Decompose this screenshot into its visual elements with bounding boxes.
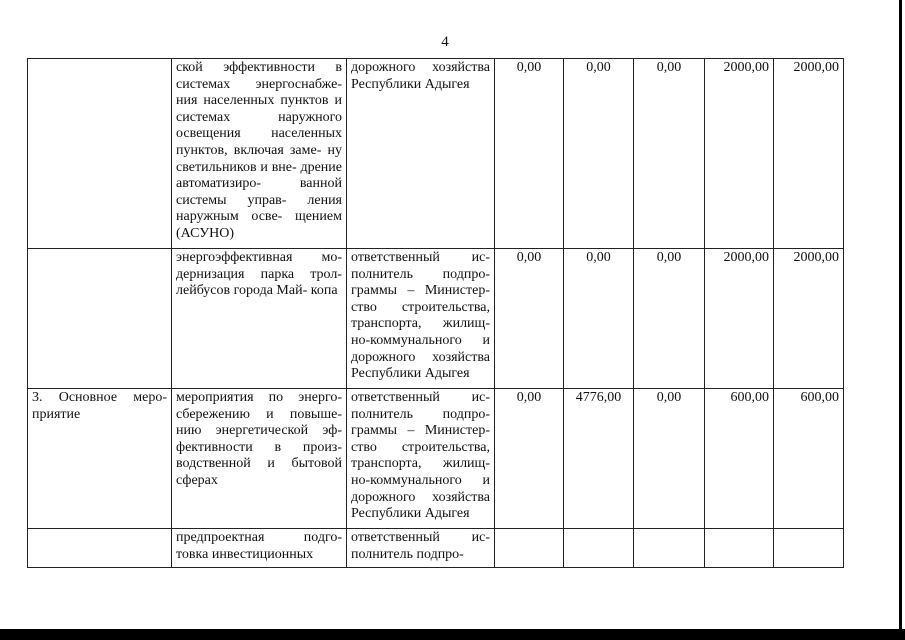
executor-cell: ответственный ис- полнитель подпро- граммы – Министер- ство строительства, транспорта, жилищ- но-коммунального и дорожного хозяйства Республики Адыгея [347,389,495,529]
executor-cell: дорожного хозяйства Республики Адыгея [347,59,495,249]
value-cell: 2000,00 [705,59,774,249]
value-cell: 2000,00 [774,59,844,249]
value-cell: 0,00 [634,249,705,389]
value-cell [774,529,844,568]
page-edge-right [899,0,902,632]
value-cell: 2000,00 [774,249,844,389]
value-cell [705,529,774,568]
page-number: 4 [441,34,449,50]
program-cell [28,249,172,389]
value-cell: 0,00 [495,59,564,249]
measure-cell: мероприятия по энерго- сбережению и повыше- нию энергетической эф- фективности в произ- водственной и бытовой сферах [172,389,347,529]
value-cell: 0,00 [634,389,705,529]
table-row [28,249,844,389]
value-cell: 4776,00 [564,389,634,529]
budget-table [27,58,844,568]
executor-cell: ответственный ис- полнитель подпро- граммы – Министер- ство строительства, транспорта, жилищ- но-коммунального и дорожного хозяйства Республики Адыгея [347,249,495,389]
value-cell: 0,00 [495,249,564,389]
measure-cell: предпроектная подго- товка инвестиционных [172,529,347,568]
value-cell: 600,00 [774,389,844,529]
table-row [28,529,844,568]
value-cell [495,529,564,568]
table-row [28,389,844,529]
page-edge-bottom [0,629,905,640]
value-cell: 0,00 [564,249,634,389]
program-cell: 3. Основное меро- приятие [28,389,172,529]
table-row [28,59,844,249]
executor-cell: ответственный ис- полнитель подпро- [347,529,495,568]
value-cell: 2000,00 [705,249,774,389]
value-cell: 0,00 [564,59,634,249]
program-cell [28,59,172,249]
measure-cell: ской эффективности в системах энергоснабже- ния населенных пунктов и системах наружного освещения населенных пунктов, включая заме- ну светильников и вне- дрение автоматизиро- ванной системы управ- ления наружным осве- щением (АСУНО) [172,59,347,249]
measure-cell: энергоэффективная мо- дернизация парка трол- лейбусов города Май- копа [172,249,347,389]
value-cell [564,529,634,568]
value-cell: 600,00 [705,389,774,529]
value-cell: 0,00 [495,389,564,529]
program-cell [28,529,172,568]
value-cell [634,529,705,568]
value-cell: 0,00 [634,59,705,249]
